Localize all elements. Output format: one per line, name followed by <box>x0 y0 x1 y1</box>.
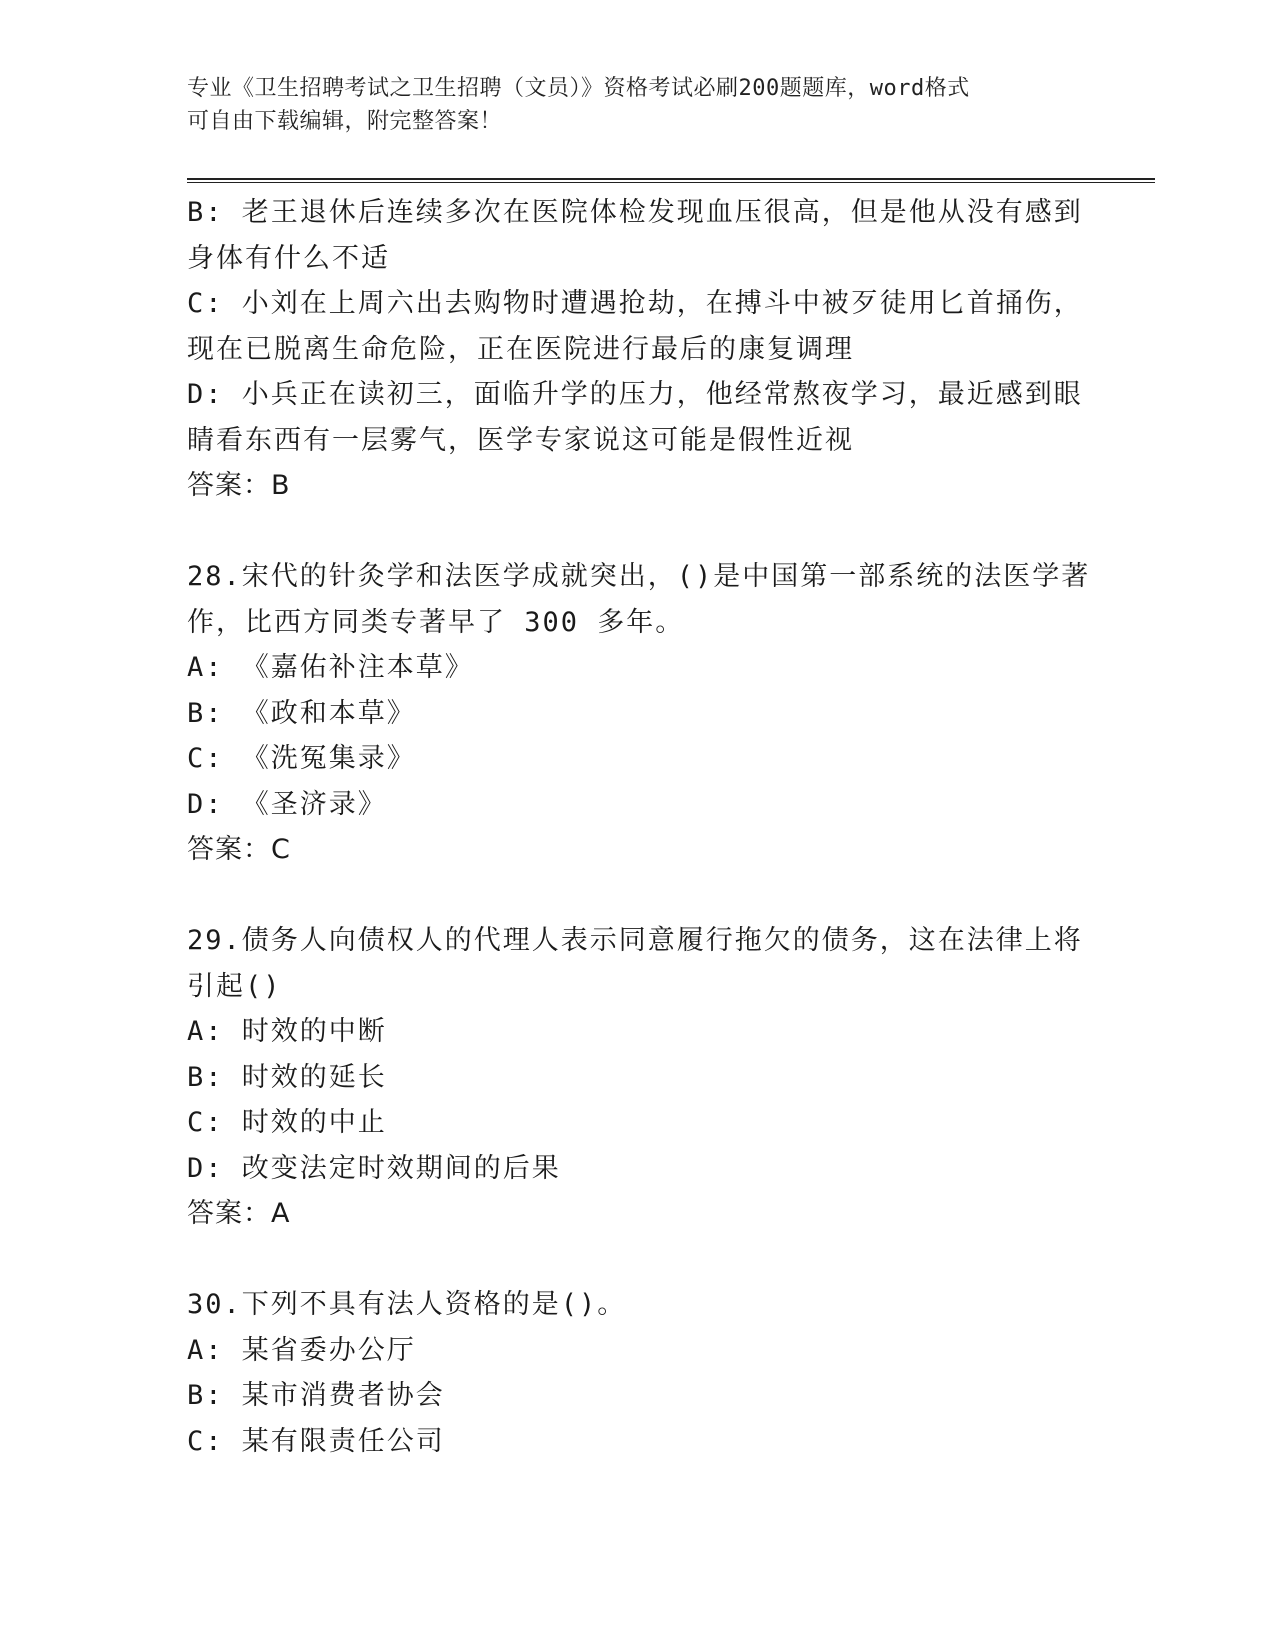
header-divider <box>187 178 1155 183</box>
option-d-line-1: D: 小兵正在读初三，面临升学的压力，他经常熬夜学习，最近感到眼 <box>187 379 1083 410</box>
header-line-1: 专业《卫生招聘考试之卫生招聘（文员）》资格考试必刷200题题库，word格式 <box>187 76 970 101</box>
answer-27: 答案：B <box>187 470 291 501</box>
question-28-option-a: A: 《嘉佑补注本草》 <box>187 652 474 683</box>
option-d-line-2: 睛看东西有一层雾气，医学专家说这可能是假性近视 <box>187 424 854 456</box>
question-30 <box>187 1282 1087 1464</box>
question-29 <box>187 918 1087 1237</box>
answer-28: 答案：C <box>187 834 291 865</box>
option-b-line-2: 身体有什么不适 <box>187 242 390 274</box>
question-29-option-b: B: 时效的延长 <box>187 1061 387 1093</box>
option-c-line-2: 现在已脱离生命危险，正在医院进行最后的康复调理 <box>187 333 854 365</box>
question-29-stem-line-2: 引起() <box>187 970 282 1002</box>
question-28 <box>187 554 1091 873</box>
question-29-option-a: A: 时效的中断 <box>187 1016 387 1047</box>
question-29-option-d: D: 改变法定时效期间的后果 <box>187 1152 561 1184</box>
spacer <box>187 873 1087 919</box>
header-line-2: 可自由下载编辑，附完整答案！ <box>187 109 503 134</box>
question-30-stem-line-1: 30.下列不具有法人资格的是()。 <box>187 1289 627 1320</box>
question-28-option-c: C: 《洗冤集录》 <box>187 743 416 774</box>
spacer <box>187 509 1087 555</box>
question-30-option-a: A: 某省委办公厅 <box>187 1334 416 1366</box>
option-b-line-1: B: 老王退休后连续多次在医院体检发现血压很高，但是他从没有感到 <box>187 197 1083 228</box>
answer-29: 答案：A <box>187 1198 291 1229</box>
option-c-line-1: C: 小刘在上周六出去购物时遭遇抢劫，在搏斗中被歹徒用匕首捅伤， <box>187 288 1083 319</box>
question-27-continuation <box>187 190 1087 509</box>
question-28-stem-line-2: 作，比西方同类专著早了 300 多年。 <box>187 606 685 638</box>
page-header <box>187 72 1067 138</box>
question-28-option-b: B: 《政和本草》 <box>187 697 416 729</box>
spacer <box>187 1237 1087 1283</box>
question-30-option-b: B: 某市消费者协会 <box>187 1380 445 1411</box>
question-28-stem-line-1: 28.宋代的针灸学和法医学成就突出，()是中国第一部系统的法医学著 <box>187 561 1091 592</box>
question-28-option-d: D: 《圣济录》 <box>187 788 387 820</box>
question-29-stem-line-1: 29.债务人向债权人的代理人表示同意履行拖欠的债务，这在法律上将 <box>187 925 1083 956</box>
question-29-option-c: C: 时效的中止 <box>187 1107 387 1138</box>
question-30-option-c: C: 某有限责任公司 <box>187 1425 445 1457</box>
document-body <box>187 190 1091 1464</box>
